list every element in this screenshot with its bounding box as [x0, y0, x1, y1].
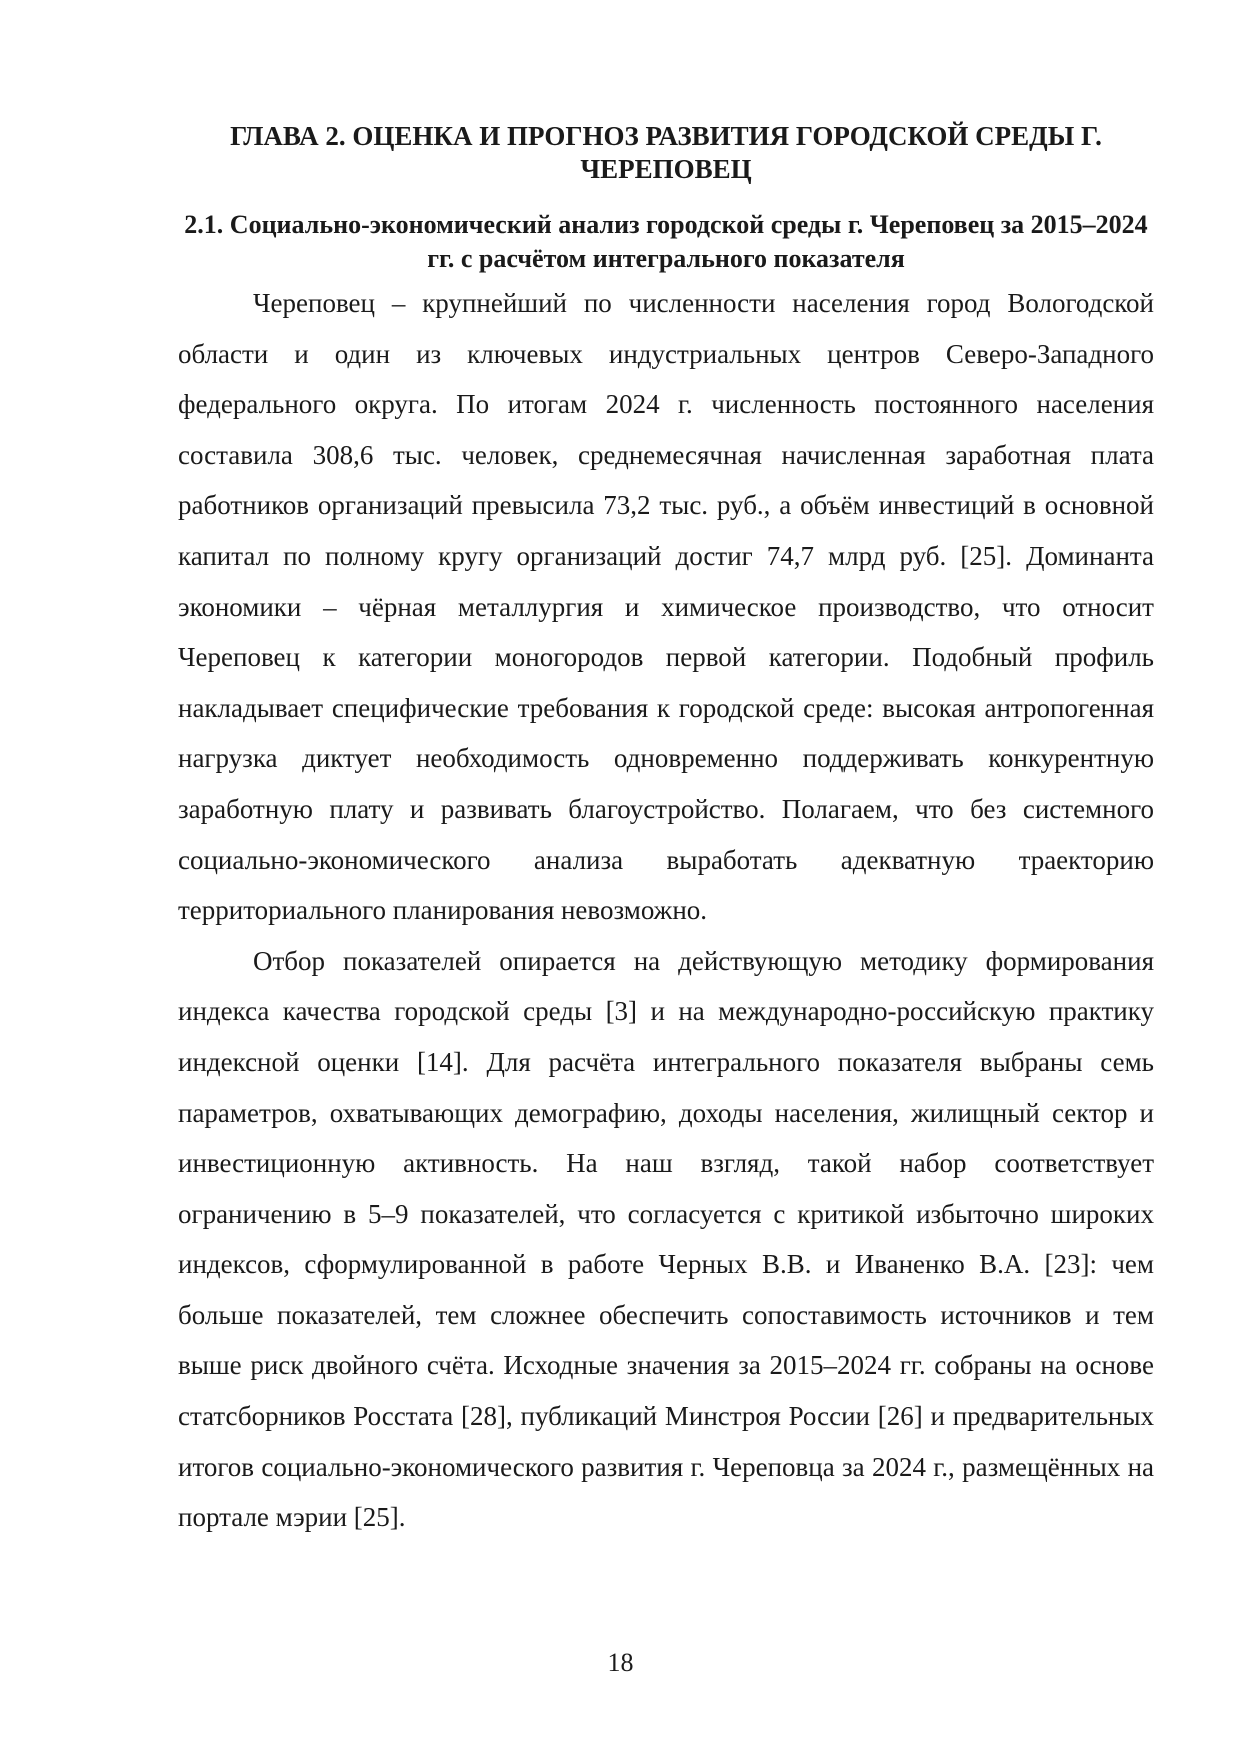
chapter-title: ГЛАВА 2. ОЦЕНКА И ПРОГНОЗ РАЗВИТИЯ ГОРОДСКОЙ СРЕДЫ Г. ЧЕРЕПОВЕЦ	[230, 121, 1102, 184]
body-paragraph: Отбор показателей опирается на действующую методику формирования индекса качества городской среды [3] и на международно-российскую практику индексной оценки [14]. Для расчёта интегрального показателя выбраны семь параметров, охватывающих демографию, доходы населения, жилищный сектор и инвестиционную активность. На наш взгляд, такой набор соответствует ограничению в 5–9 показателей, что согласуется с критикой избыточно широких индексов, сформулированной в работе Черных В.В. и Иваненко В.А. [23]: чем больше показателей, тем сложнее обеспечить сопоставимость источников и тем выше риск двойного счёта. Исходные значения за 2015–2024 гг. собраны на основе статсборников Росстата [28], публикаций Минстроя России [26] и предварительных итогов социально-экономического развития г. Череповца за 2024 г., размещённых на портале мэрии [25].	[178, 945, 1154, 1533]
section-title: 2.1. Социально-экономический анализ городской среды г. Череповец за 2015–2024 гг. с расчётом интегрального показателя	[184, 210, 1148, 273]
body-paragraph: Череповец – крупнейший по численности населения город Вологодской области и один из ключевых индустриальных центров Северо-Западного федерального округа. По итогам 2024 г. численность постоянного населения составила 308,6 тыс. человек, среднемесячная начисленная заработная плата работников организаций превысила 73,2 тыс. руб., а объём инвестиций в основной капитал по полному кругу организаций достиг 74,7 млрд руб. [25]. Доминанта экономики – чёрная металлургия и химическое производство, что относит Череповец к категории моногородов первой категории. Подобный профиль накладывает специфические требования к городской среде: высокая антропогенная нагрузка диктует необходимость одновременно поддерживать конкурентную заработную плату и развивать благоустройство. Полагаем, что без системного социально-экономического анализа выработать адекватную траекторию территориального планирования невозможно.	[178, 288, 1154, 926]
document-page	[178, 120, 1154, 1543]
page-number: 18	[607, 1648, 634, 1677]
